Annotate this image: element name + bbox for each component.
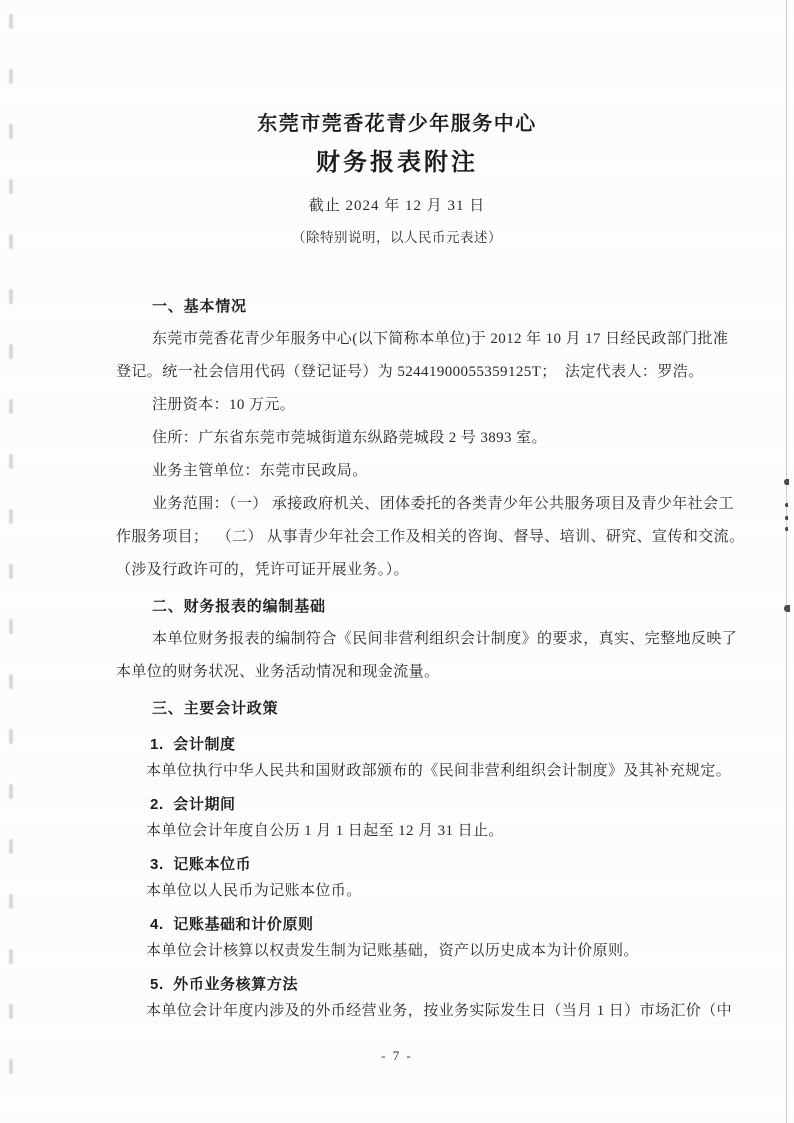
body-line: 本单位以人民币为记账本位币。 [146, 883, 362, 899]
document-body [0, 290, 794, 1025]
scan-artifact [9, 949, 13, 964]
scan-artifact [9, 344, 13, 359]
document-title: 财务报表附注 [316, 149, 478, 176]
scan-artifact [9, 14, 13, 29]
scan-artifact [9, 894, 13, 909]
body-line: 本单位财务报表的编制符合《民间非营利组织会计制度》的要求，真实、完整地反映了 [152, 631, 738, 647]
body-line: 本单位会计核算以权责发生制为记账基础，资产以历史成本为计价原则。 [146, 943, 639, 959]
body-line: 业务主管单位：东莞市民政局。 [152, 463, 368, 479]
as-of-date: 截止 2024 年 12 月 31 日 [308, 198, 486, 214]
scan-artifact [9, 399, 13, 414]
scan-speck [784, 479, 789, 485]
body-line: 登记。统一社会信用代码（登记证号）为 52441900055359125T； 法定代表人：罗浩。 [116, 364, 704, 380]
scan-edge-line [786, 0, 787, 1123]
scan-artifact [9, 124, 13, 139]
subsection-heading: 1. 会计制度 [150, 736, 236, 753]
body-line: 作服务项目； （二） 从事青少年社会工作及相关的咨询、督导、培训、研究、宣传和交流。 [116, 529, 745, 545]
scan-artifact [9, 69, 13, 84]
scan-artifact [9, 564, 13, 579]
scan-artifact [9, 289, 13, 304]
body-line: 东莞市莞香花青少年服务中心(以下简称本单位)于 2012 年 10 月 17 日经民政部门批准 [152, 331, 729, 347]
scan-artifact [9, 674, 13, 689]
body-line: 本单位的财务状况、业务活动情况和现金流量。 [116, 664, 440, 680]
scan-speck [784, 605, 790, 612]
currency-note: （除特别说明，以人民币元表述） [292, 230, 502, 245]
subsection-heading: 3. 记账本位币 [150, 856, 252, 873]
body-line: 注册资本：10 万元。 [152, 397, 296, 413]
scan-artifact [9, 619, 13, 634]
organization-name: 东莞市莞香花青少年服务中心 [257, 113, 537, 135]
scan-artifact [9, 509, 13, 524]
section-heading: 二、财务报表的编制基础 [152, 598, 326, 615]
scan-artifact [9, 1004, 13, 1019]
subsection-heading: 2. 会计期间 [150, 796, 236, 813]
body-line: 业务范围：（一） 承接政府机关、团体委托的各类青少年公共服务项目及青少年社会工 [152, 496, 734, 512]
scan-artifact [9, 454, 13, 469]
scan-speck [785, 516, 788, 520]
section-heading: 三、主要会计政策 [152, 700, 279, 717]
body-line: （涉及行政许可的，凭许可证开展业务。）。 [116, 562, 410, 578]
scan-artifact [9, 839, 13, 854]
body-line: 本单位执行中华人民共和国财政部颁布的《民间非营利组织会计制度》及其补充规定。 [146, 763, 732, 779]
subsection-heading: 5. 外币业务核算方法 [150, 976, 299, 993]
body-line: 住所：广东省东莞市莞城街道东纵路莞城段 2 号 3893 室。 [152, 430, 547, 446]
scan-artifact [9, 784, 13, 799]
body-line: 本单位会计年度自公历 1 月 1 日起至 12 月 31 日止。 [146, 823, 504, 839]
scan-artifact [9, 729, 13, 744]
page-number: - 7 - [381, 1048, 413, 1063]
scan-artifact [9, 179, 13, 194]
section-heading: 一、基本情况 [152, 298, 247, 315]
scan-artifact [9, 234, 13, 249]
scan-speck [785, 503, 788, 507]
subsection-heading: 4. 记账基础和计价原则 [150, 916, 314, 933]
body-line: 本单位会计年度内涉及的外币经营业务，按业务实际发生日（当月 1 日）市场汇价（中 [146, 1003, 733, 1019]
scan-speck [785, 527, 788, 531]
